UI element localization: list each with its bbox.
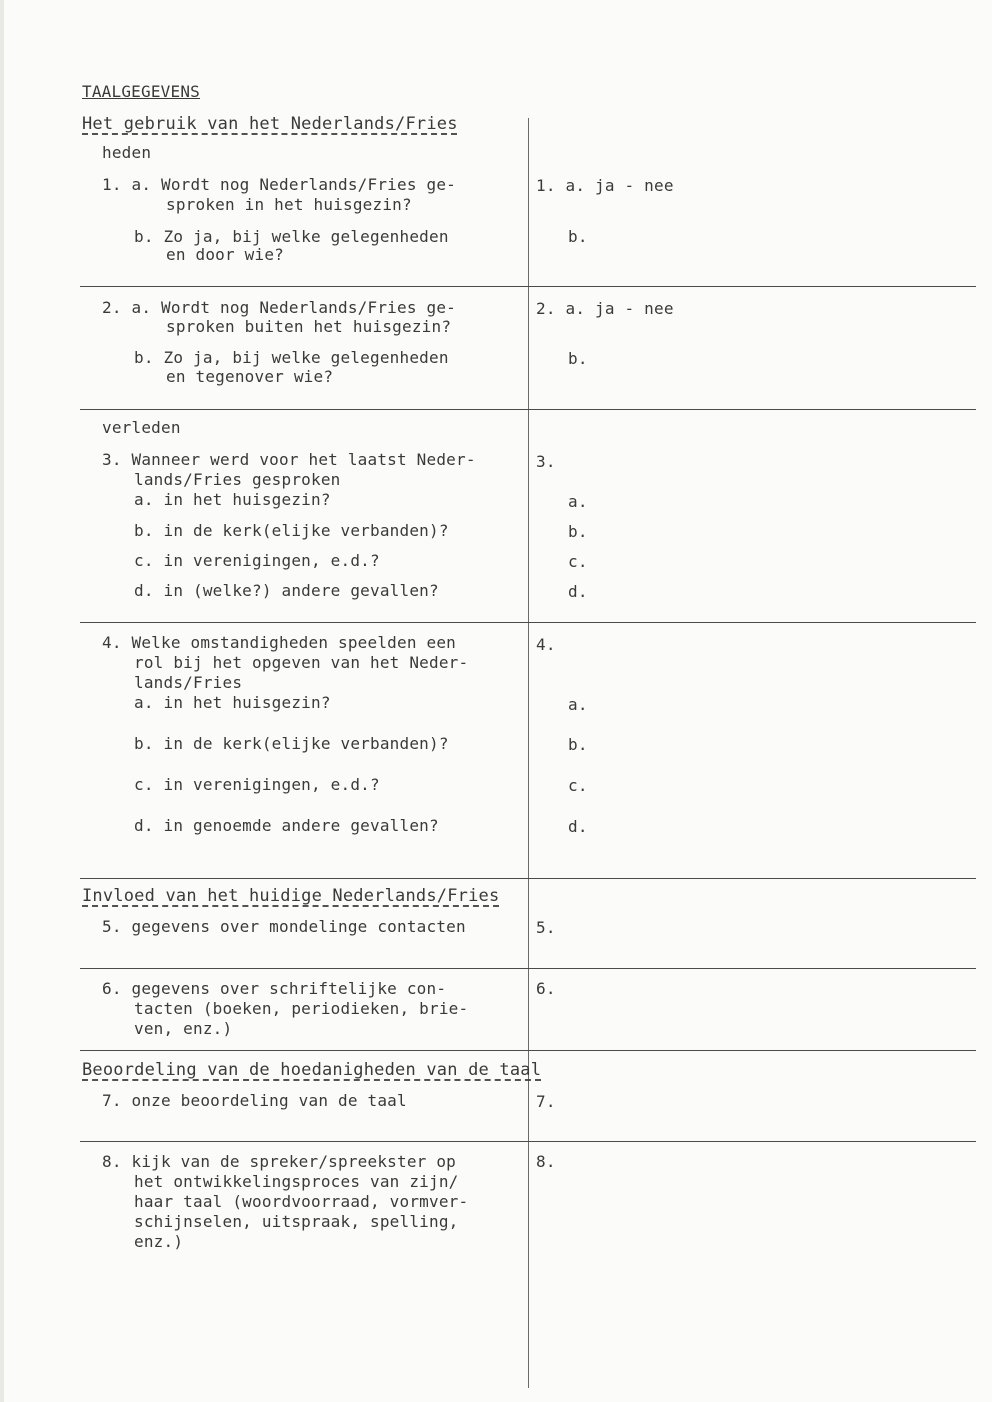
- row-separator: [80, 286, 976, 287]
- question-8-line1: 8. kijk van de spreker/spreekster op: [102, 1152, 456, 1171]
- question-3b: b. in de kerk(elijke verbanden)?: [134, 521, 449, 540]
- question-1a-line1: 1. a. Wordt nog Nederlands/Fries ge-: [102, 175, 456, 194]
- question-1b-line1: b. Zo ja, bij welke gelegenheden: [134, 227, 449, 246]
- answer-6[interactable]: 6.: [536, 979, 556, 998]
- subsection-verleden: verleden: [102, 418, 181, 437]
- question-6-line1: 6. gegevens over schriftelijke con-: [102, 979, 447, 998]
- question-3a: a. in het huisgezin?: [134, 490, 331, 509]
- page-title: TAALGEGEVENS: [82, 82, 200, 101]
- row-separator: [80, 622, 976, 623]
- question-7: 7. onze beoordeling van de taal: [102, 1091, 407, 1110]
- row-separator: [80, 878, 976, 879]
- answer-4b[interactable]: b.: [568, 735, 588, 754]
- answer-4[interactable]: 4.: [536, 635, 556, 654]
- question-5: 5. gegevens over mondelinge contacten: [102, 917, 466, 936]
- question-4-line3: lands/Fries: [134, 673, 243, 692]
- column-divider: [528, 118, 529, 1388]
- answer-3b[interactable]: b.: [568, 522, 588, 541]
- question-6-line3: ven, enz.): [134, 1019, 233, 1038]
- question-8-line3: haar taal (woordvoorraad, vormver-: [134, 1192, 469, 1211]
- answer-2a[interactable]: 2. a. ja - nee: [536, 299, 674, 318]
- answer-4a[interactable]: a.: [568, 695, 588, 714]
- question-4a: a. in het huisgezin?: [134, 693, 331, 712]
- answer-4d[interactable]: d.: [568, 817, 588, 836]
- question-3-line1: 3. Wanneer werd voor het laatst Neder-: [102, 450, 476, 469]
- answer-2b[interactable]: b.: [568, 349, 588, 368]
- row-separator: [80, 1141, 976, 1142]
- question-3-line2: lands/Fries gesproken: [134, 470, 341, 489]
- row-separator: [80, 968, 976, 969]
- question-3d: d. in (welke?) andere gevallen?: [134, 581, 439, 600]
- answer-3c[interactable]: c.: [568, 552, 588, 571]
- question-8-line4: schijnselen, uitspraak, spelling,: [134, 1212, 459, 1231]
- answer-1b[interactable]: b.: [568, 227, 588, 246]
- section-heading-beoordeling: Beoordeling van de hoedanigheden van de taal: [82, 1060, 542, 1080]
- answer-3[interactable]: 3.: [536, 452, 556, 471]
- answer-8[interactable]: 8.: [536, 1152, 556, 1171]
- page-edge-shadow: [0, 0, 4, 1402]
- section-heading-invloed: Invloed van het huidige Nederlands/Fries: [82, 886, 500, 906]
- question-4d: d. in genoemde andere gevallen?: [134, 816, 439, 835]
- answer-5[interactable]: 5.: [536, 918, 556, 937]
- section-heading-gebruik: Het gebruik van het Nederlands/Fries: [82, 114, 458, 134]
- question-6-line2: tacten (boeken, periodieken, brie-: [134, 999, 469, 1018]
- question-2b-line1: b. Zo ja, bij welke gelegenheden: [134, 348, 449, 367]
- question-2a-line1: 2. a. Wordt nog Nederlands/Fries ge-: [102, 298, 456, 317]
- question-4b: b. in de kerk(elijke verbanden)?: [134, 734, 449, 753]
- question-4-line1: 4. Welke omstandigheden speelden een: [102, 633, 456, 652]
- answer-4c[interactable]: c.: [568, 776, 588, 795]
- answer-3d[interactable]: d.: [568, 582, 588, 601]
- answer-3a[interactable]: a.: [568, 492, 588, 511]
- question-4-line2: rol bij het opgeven van het Neder-: [134, 653, 469, 672]
- question-3c: c. in verenigingen, e.d.?: [134, 551, 380, 570]
- answer-7[interactable]: 7.: [536, 1092, 556, 1111]
- question-2b-line2: en tegenover wie?: [166, 367, 334, 386]
- subsection-heden: heden: [102, 143, 152, 162]
- question-2a-line2: sproken buiten het huisgezin?: [166, 317, 452, 336]
- row-separator: [80, 409, 976, 410]
- question-8-line5: enz.): [134, 1232, 184, 1251]
- answer-1a[interactable]: 1. a. ja - nee: [536, 176, 674, 195]
- question-1b-line2: en door wie?: [166, 245, 284, 264]
- question-8-line2: het ontwikkelingsproces van zijn/: [134, 1172, 459, 1191]
- row-separator: [80, 1050, 976, 1051]
- question-1a-line2: sproken in het huisgezin?: [166, 195, 412, 214]
- question-4c: c. in verenigingen, e.d.?: [134, 775, 380, 794]
